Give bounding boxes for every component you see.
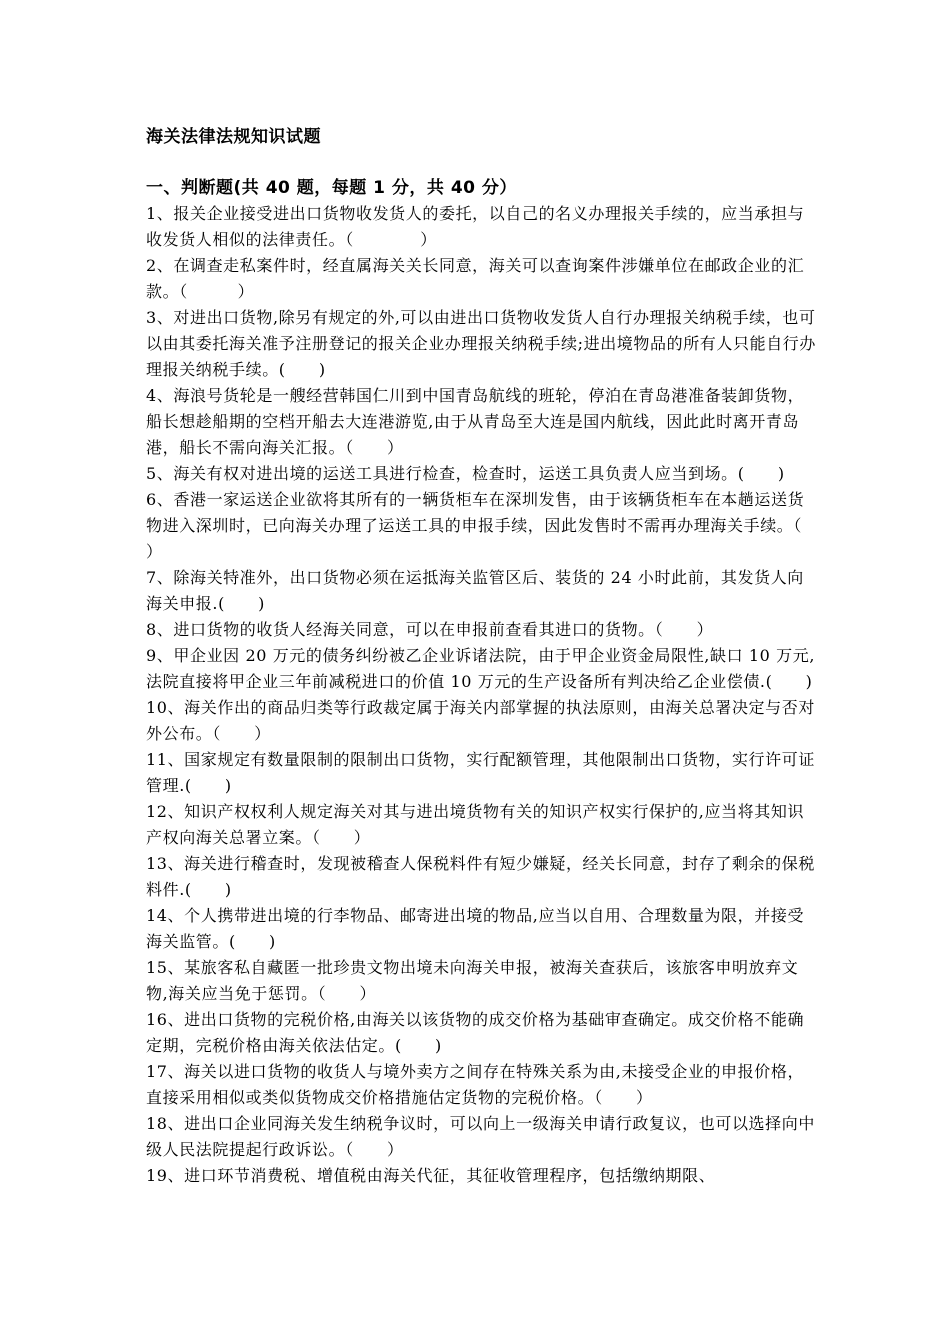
question-8: 8、进口货物的收货人经海关同意，可以在申报前查看其进口的货物。（ ） [146, 620, 714, 639]
question-11: 11、国家规定有数量限制的限制出口货物，实行配额管理，其他限制出口货物，实行许可证管理.( ) [146, 750, 815, 795]
question-15: 15、某旅客私自藏匿一批珍贵文物出境未向海关申报，被海关查获后，该旅客申明放弃文物,海关应当免于惩罚。（ ） [146, 958, 799, 1003]
question-6: 6、香港一家运送企业欲将其所有的一辆货柜车在深圳发售，由于该辆货柜车在本趟运送货物进入深圳时，已向海关办理了运送工具的申报手续，因此发售时不需再办理海关手续。（ ） [146, 490, 836, 561]
question-4: 4、海浪号货轮是一艘经营韩国仁川到中国青岛航线的班轮，停泊在青岛港准备装卸货物，船长想趁船期的空档开船去大连港游览,由于从青岛至大连是国内航线，因此此时离开青岛港，船长不需向海关汇报。（ ） [146, 386, 805, 457]
question-17: 17、海关以进口货物的收货人与境外卖方之间存在特殊关系为由,未接受企业的申报价格，直接采用相似或类似货物成交价格措施估定货物的完税价格。（ ） [146, 1062, 805, 1107]
question-14: 14、个人携带进出境的行李物品、邮寄进出境的物品,应当以自用、合理数量为限，并接受海关监管。( ) [146, 906, 805, 951]
document-page [146, 124, 836, 1189]
question-18: 18、进出口企业同海关发生纳税争议时，可以向上一级海关申请行政复议，也可以选择向中级人民法院提起行政诉讼。（ ） [146, 1114, 815, 1159]
question-3: 3、对进出口货物,除另有规定的外,可以由进出口货物收发货人自行办理报关纳税手续，也可以由其委托海关准予注册登记的报关企业办理报关纳税手续;进出境物品的所有人只能自行办理报关纳税手续。( ) [146, 308, 816, 379]
question-5: 5、海关有权对进出境的运送工具进行检查，检查时，运送工具负责人应当到场。( ) [146, 464, 785, 483]
question-13: 13、海关进行稽查时，发现被稽查人保税料件有短少嫌疑，经关长同意，封存了剩余的保税料件.( ) [146, 854, 815, 899]
question-19: 19、进口环节消费税、增值税由海关代征，其征收管理程序，包括缴纳期限、 [146, 1166, 716, 1185]
question-list [146, 201, 836, 1189]
section-heading: 一、判断题(共 40 题，每题 1 分，共 40 分） [146, 178, 517, 198]
question-1: 1、报关企业接受进出口货物收发货人的委托，以自己的名义办理报关手续的，应当承担与收发货人相似的法律责任。（ ） [146, 204, 805, 249]
question-10: 10、海关作出的商品归类等行政裁定属于海关内部掌握的执法原则，由海关总署决定与否对外公布。（ ） [146, 698, 815, 743]
question-16: 16、进出口货物的完税价格,由海关以该货物的成交价格为基础审查确定。成交价格不能确定期，完税价格由海关依法估定。( ) [146, 1010, 805, 1055]
question-7: 7、除海关特准外，出口货物必须在运抵海关监管区后、装货的 24 小时此前，其发货人向海关申报.( ) [146, 568, 804, 613]
question-9: 9、甲企业因 20 万元的债务纠纷被乙企业诉诸法院，由于甲企业资金局限性,缺口 10 万元,法院直接将甲企业三年前减税进口的价值 10 万元的生产设备所有判决给乙企业偿债.( ) [146, 646, 816, 691]
document-title: 海关法律法规知识试题 [146, 127, 321, 147]
question-12: 12、知识产权权利人规定海关对其与进出境货物有关的知识产权实行保护的,应当将其知识产权向海关总署立案。（ ） [146, 802, 805, 847]
question-2: 2、在调查走私案件时，经直属海关关长同意，海关可以查询案件涉嫌单位在邮政企业的汇款。（ ） [146, 256, 805, 301]
